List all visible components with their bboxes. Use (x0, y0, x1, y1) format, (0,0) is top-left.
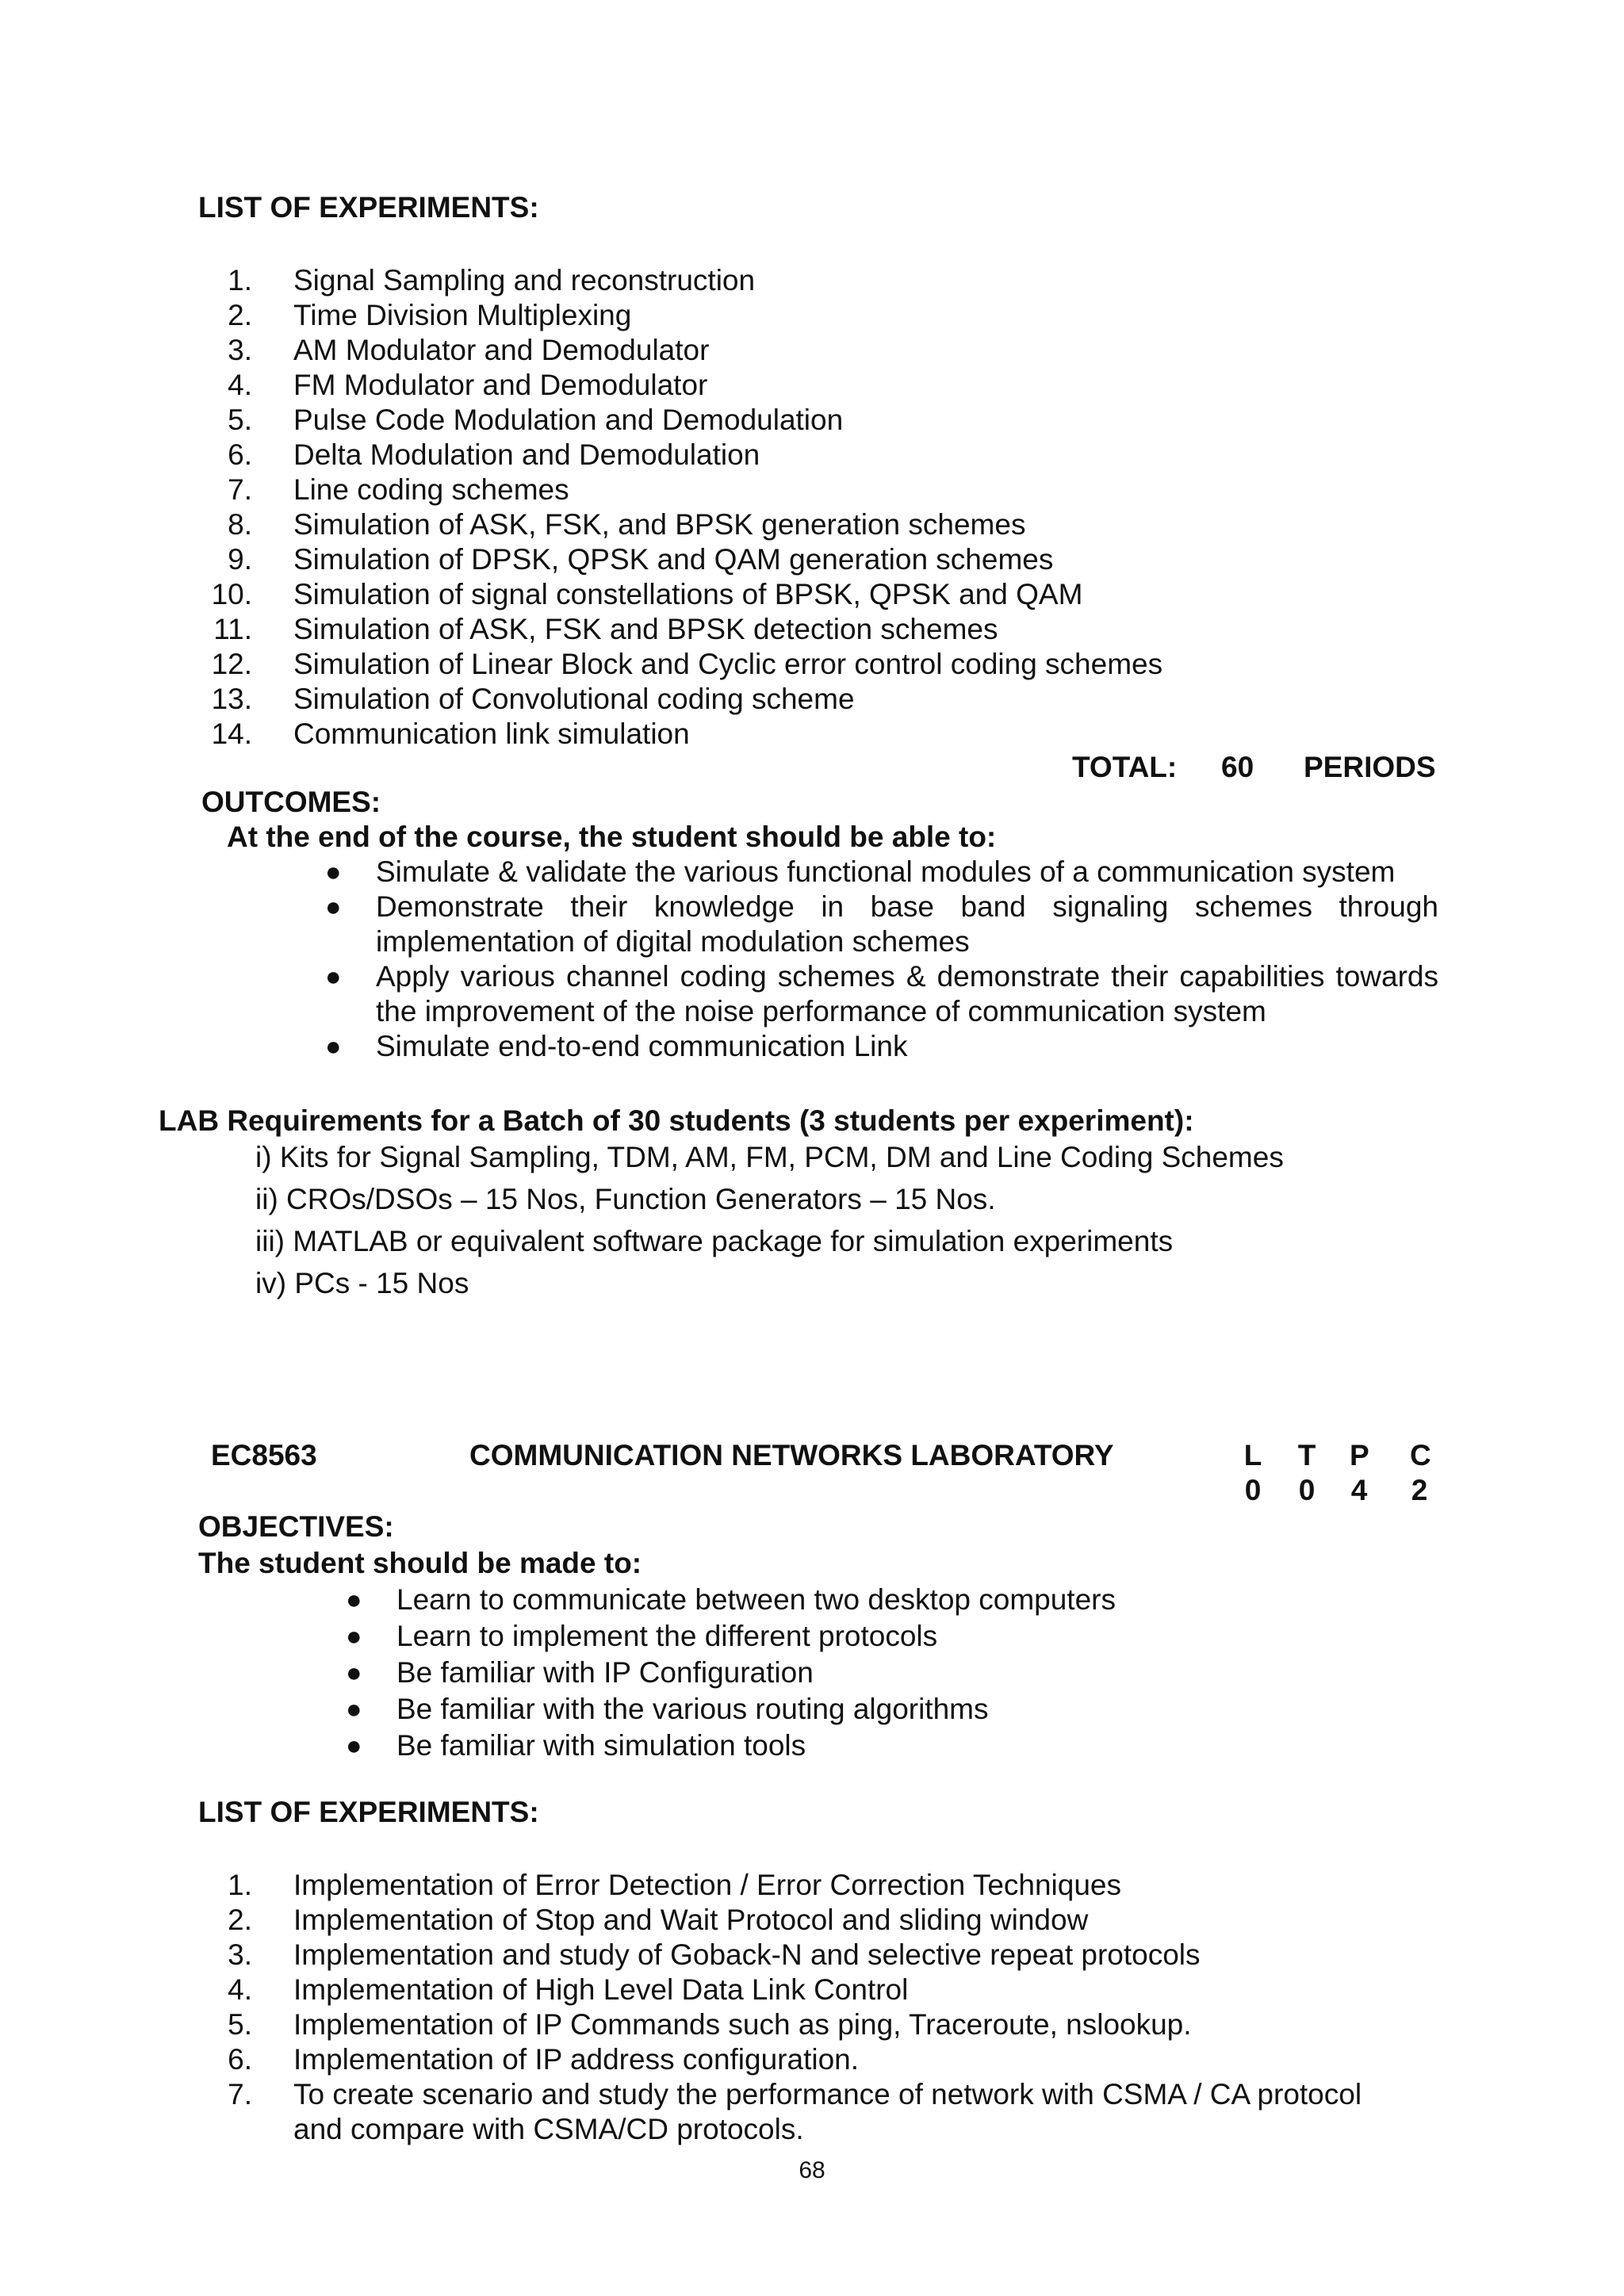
list-item: ● Be familiar with IP Configuration (346, 1656, 814, 1689)
bullet-icon: ● (346, 1585, 362, 1615)
list-item: 4. FM Modulator and Demodulator (228, 369, 708, 401)
bullet-icon: ● (346, 1621, 362, 1651)
list-item: ● Be familiar with the various routing algorithms (346, 1693, 989, 1725)
ltpc-label-c: C (1410, 1439, 1431, 1471)
list-item: ● Simulate & validate the various functional modules of a communication system (325, 855, 1396, 888)
lab-item: iii) MATLAB or equivalent software package for simulation experiments (255, 1225, 1174, 1257)
total-value: 60 (1221, 751, 1254, 783)
list-item: ● Simulate end-to-end communication Link (325, 1030, 908, 1062)
total-label: TOTAL: (1072, 751, 1178, 783)
list-item: 8. Simulation of ASK, FSK, and BPSK generation schemes (228, 508, 1026, 541)
outcomes-list (320, 855, 1438, 1064)
list-item: 3. Implementation and study of Goback-N and selective repeat protocols (228, 1938, 1201, 1971)
list-item: 1. Signal Sampling and reconstruction (228, 264, 756, 297)
list-item: ● Be familiar with simulation tools (346, 1729, 806, 1762)
list-item: 2. Time Division Multiplexing (228, 299, 632, 331)
outcomes-heading: OUTCOMES: (201, 786, 381, 818)
list-item: and compare with CSMA/CD protocols. (293, 2113, 804, 2145)
list-item: 4. Implementation of High Level Data Link Control (228, 1973, 909, 2006)
bullet-icon: ● (346, 1658, 362, 1688)
ltpc-value-p: 4 (1350, 1474, 1368, 1506)
experiment-list-1 (198, 263, 1467, 752)
ltpc-label-l: L (1243, 1439, 1262, 1471)
list-item: 3. AM Modulator and Demodulator (228, 334, 710, 366)
outcomes-intro: At the end of the course, the student should be able to: (227, 821, 997, 853)
ltpc-value-l: 0 (1244, 1474, 1262, 1506)
ltpc-value-c: 2 (1411, 1474, 1428, 1506)
objectives-intro: The student should be made to: (198, 1547, 642, 1579)
bullet-icon: ● (325, 1031, 342, 1062)
list-item: 10. Simulation of signal constellations of BPSK, QPSK and QAM (211, 578, 1083, 610)
list-item: 5. Implementation of IP Commands such as ping, Traceroute, nslookup. (228, 2008, 1192, 2041)
bullet-icon: ● (346, 1731, 362, 1761)
list-item: 6. Delta Modulation and Demodulation (228, 438, 760, 471)
bullet-icon: ● (346, 1694, 362, 1724)
ltpc-label-p: P (1350, 1439, 1369, 1471)
experiment-list-2 (198, 1868, 1467, 2147)
lab-item: i) Kits for Signal Sampling, TDM, AM, FM, PCM, DM and Line Coding Schemes (255, 1141, 1284, 1173)
lab-item: iv) PCs - 15 Nos (255, 1267, 469, 1299)
ltpc-label-t: T (1297, 1439, 1316, 1471)
list-item: 7. Line coding schemes (228, 473, 569, 506)
ltpc-value-t: 0 (1298, 1474, 1316, 1506)
list-item: 11. Simulation of ASK, FSK and BPSK detection schemes (213, 613, 998, 645)
list-item: ● Apply various channel coding schemes & demonstrate their capabilities towards the improvement of the noise performance of communication system (325, 960, 1438, 1027)
objectives-list (341, 1582, 1372, 1765)
course-title: COMMUNICATION NETWORKS LABORATORY (469, 1439, 1114, 1471)
list-item: 9. Simulation of DPSK, QPSK and QAM generation schemes (228, 543, 1054, 576)
objectives-heading: OBJECTIVES: (198, 1510, 394, 1543)
list-item: 12. Simulation of Linear Block and Cyclic error control coding schemes (211, 648, 1163, 680)
experiments-heading-2: LIST OF EXPERIMENTS: (198, 1796, 539, 1828)
list-item: ● Learn to implement the different protocols (346, 1620, 938, 1652)
bullet-icon: ● (325, 962, 342, 992)
list-item: 6. Implementation of IP address configuration. (228, 2043, 860, 2076)
lab-requirements-heading: LAB Requirements for a Batch of 30 students (3 students per experiment): (159, 1104, 1194, 1137)
list-item: 1. Implementation of Error Detection / Error Correction Techniques (228, 1869, 1122, 1901)
list-item: 7. To create scenario and study the performance of network with CSMA / CA protocol (228, 2078, 1362, 2110)
list-item: ● Demonstrate their knowledge in base band signaling schemes through implementation of digital modulation schemes (325, 890, 1438, 958)
page-number: 68 (799, 2157, 825, 2183)
bullet-icon: ● (325, 892, 342, 922)
list-item: 5. Pulse Code Modulation and Demodulation (228, 404, 844, 436)
list-item: 14. Communication link simulation (211, 718, 690, 750)
list-item: 13. Simulation of Convolutional coding scheme (211, 683, 855, 715)
list-item: 2. Implementation of Stop and Wait Protocol and sliding window (228, 1904, 1089, 1936)
list-item: ● Learn to communicate between two desktop computers (346, 1583, 1116, 1616)
lab-item: ii) CROs/DSOs – 15 Nos, Function Generators – 15 Nos. (255, 1183, 996, 1215)
course-code: EC8563 (211, 1439, 317, 1471)
bullet-icon: ● (325, 857, 342, 887)
experiments-heading-1: LIST OF EXPERIMENTS: (198, 191, 539, 224)
total-unit: PERIODS (1304, 751, 1436, 783)
